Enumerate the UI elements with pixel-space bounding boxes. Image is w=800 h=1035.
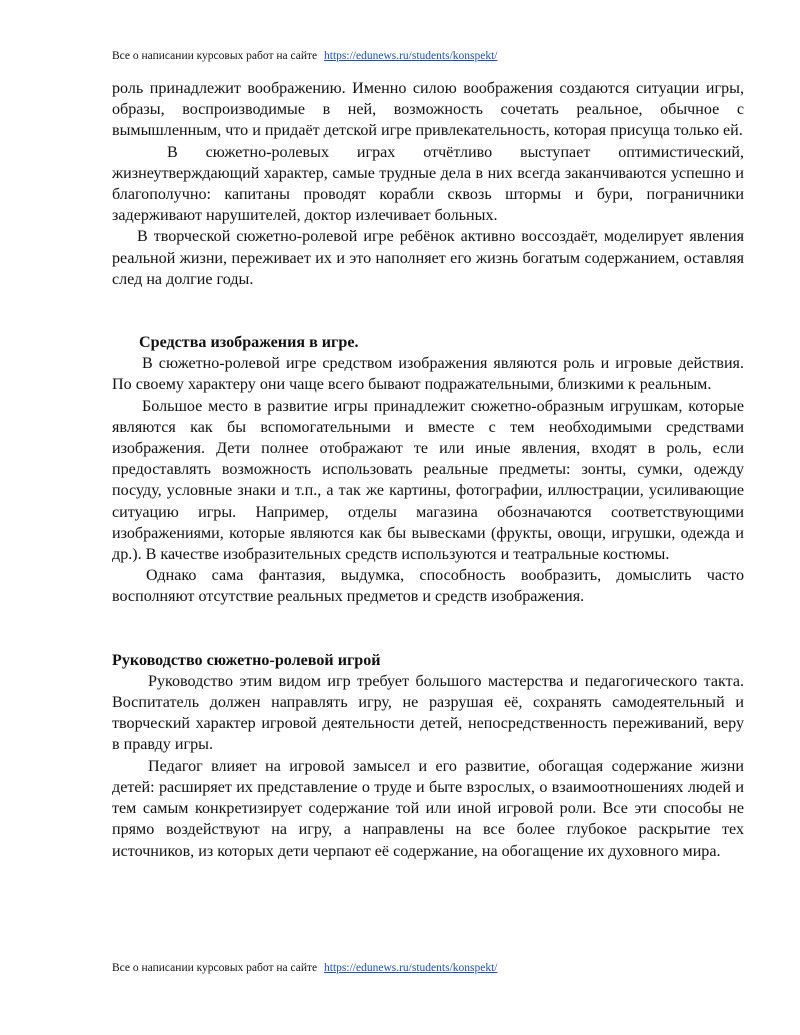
paragraph: Педагог влияет на игровой замысел и его развитие, обогащая содержание жизни детей: расширяет их представление о труде и быте взрослых, о взаимоотношениях людей и тем самым конкретизирует содержание той или иной игровой роли. Все эти способы не прямо воздействуют на игру, а направлены на все более глубокое раскрытие тех источников, из которых дети черпают её содержание, на обогащение их духовного мира.	[112, 757, 744, 860]
paragraph: роль принадлежит воображению. Именно силою воображения создаются ситуации игры, образы, воспроизводимые в ней, возможность сочетать реальное, обычное с вымышленным, что и придаёт детской игре привлекательность, которая присуща только ей.	[112, 80, 744, 140]
paragraph: Руководство этим видом игр требует большого мастерства и педагогического такта. Воспитатель должен направлять игру, не разрушая её, сохранять самодеятельный и творческий характер игровой деятельности детей, непосредственность переживаний, веру в правду игры.	[112, 672, 744, 754]
section-heading: Руководство сюжетно-ролевой игрой	[112, 651, 381, 669]
footer-link[interactable]: https://edunews.ru/students/konspekt/	[324, 962, 498, 974]
header-text: Все о написании курсовых работ на сайте	[112, 50, 318, 62]
paragraph: В сюжетно-ролевых играх отчётливо выступает оптимистический, жизнеутверждающий характер, самые трудные дела в них всегда заканчиваются успешно и благополучно: капитаны проводят корабли сквозь штормы и бури, пограничники задерживают нарушителей, доктор излечивает больных.	[112, 143, 744, 225]
page-footer	[112, 962, 497, 974]
header-link[interactable]: https://edunews.ru/students/konspekt/	[324, 50, 498, 62]
section-heading: Средства изображения в игре.	[139, 334, 359, 352]
paragraph: Большое место в развитие игры принадлежит сюжетно-образным игрушкам, которые являются как бы вспомогательными и вместе с тем необходимыми средствами изображения. Дети полнее отображают те или иные явления, входят в роль, если предоставлять возможность использовать реальные предметы: зонты, сумки, одежду посуду, условные знаки и т.п., а так же картины, фотографии, иллюстрации, усиливающие ситуацию игры. Например, отделы магазина обозначаются соответствующими изображениями, которые являются как бы вывесками (фрукты, овощи, игрушки, одежда и др.). В качестве изобразительных средств используются и театральные костюмы.	[112, 397, 744, 564]
paragraph: В сюжетно-ролевой игре средством изображения являются роль и игровые действия. По своему характеру они чаще всего бывают подражательными, близкими к реальным.	[112, 355, 744, 394]
paragraph: Однако сама фантазия, выдумка, способность вообразить, домыслить часто восполняют отсутствие реальных предметов и средств изображения.	[112, 567, 744, 606]
document-body	[112, 78, 744, 862]
page-header	[112, 50, 497, 62]
paragraph: В творческой сюжетно-ролевой игре ребёнок активно воссоздаёт, моделирует явления реальной жизни, переживает их и это наполняет его жизнь богатым содержанием, оставляя след на долгие годы.	[112, 228, 744, 288]
footer-text: Все о написании курсовых работ на сайте	[112, 962, 318, 974]
